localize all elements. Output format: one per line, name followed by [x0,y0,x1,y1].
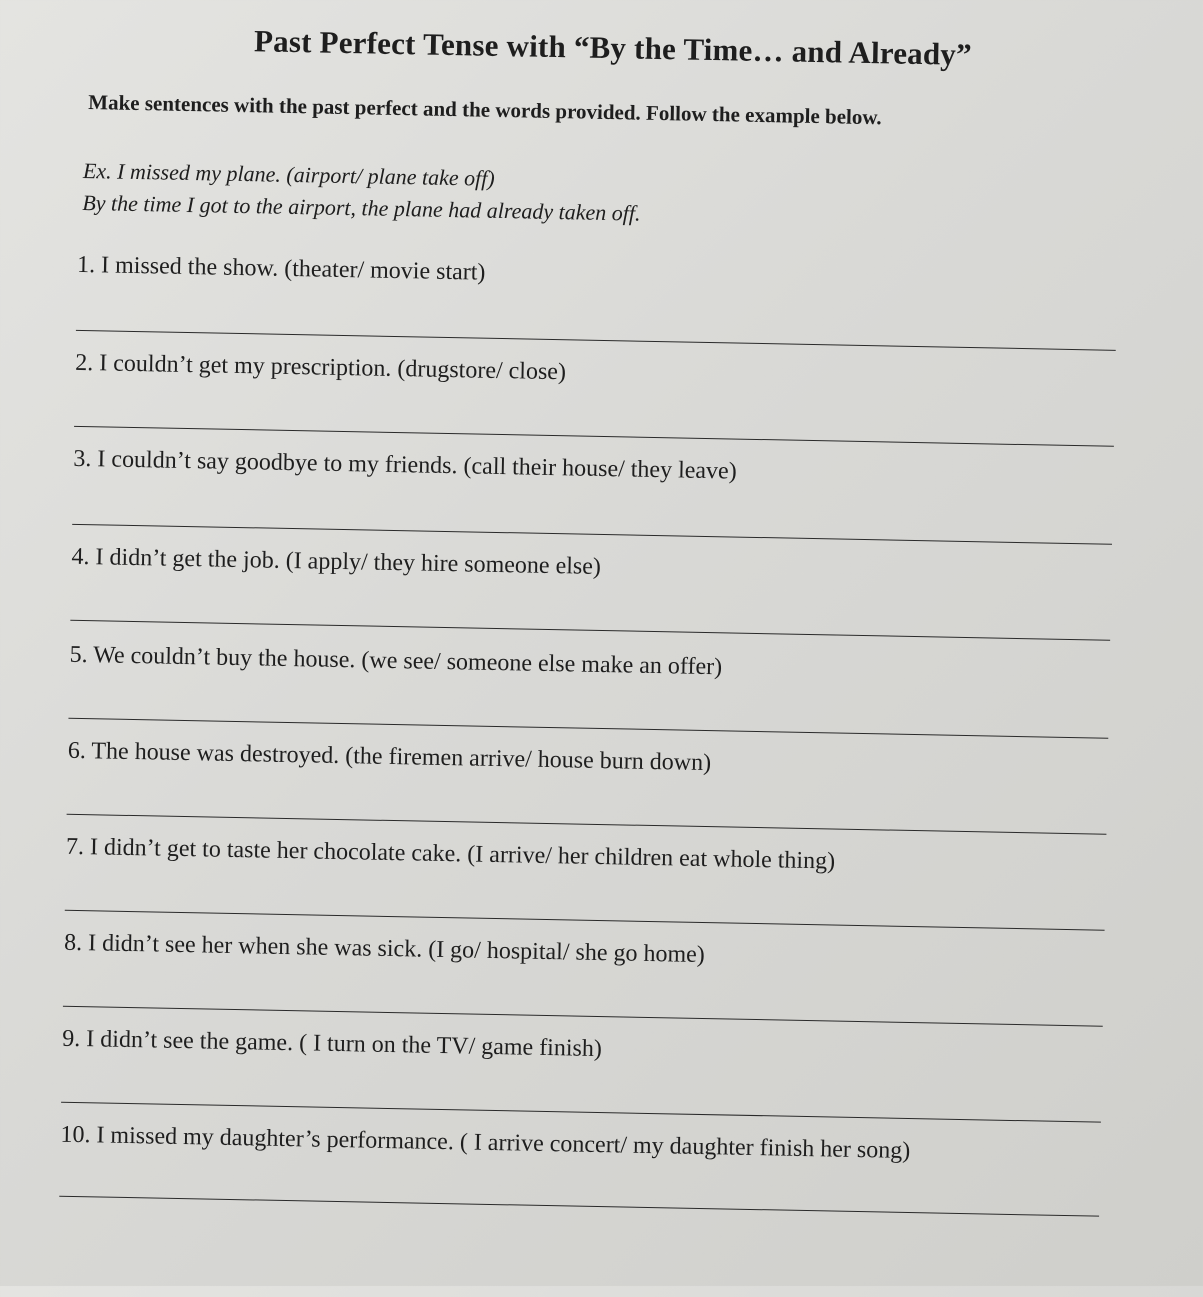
example-answer: By the time I got to the airport, the plane had already taken off. [82,189,641,226]
question-2: 2. I couldn’t get my prescription. (drugstore/ close) [75,349,567,386]
question-9: 9. I didn’t see the game. ( I turn on the TV/ game finish) [62,1025,603,1063]
answer-line-1[interactable] [76,330,1116,351]
answer-line-8[interactable] [63,1006,1103,1027]
question-8: 8. I didn’t see her when she was sick. (I go/ hospital/ she go home) [63,929,706,969]
answer-line-10[interactable] [59,1196,1099,1217]
answer-line-9[interactable] [61,1102,1101,1123]
answer-line-5[interactable] [68,718,1108,739]
question-7: 7. I didn’t get to taste her chocolate cake. (I arrive/ her children eat whole thing) [65,833,836,875]
answer-line-6[interactable] [67,814,1107,835]
answer-line-3[interactable] [72,524,1112,545]
answer-line-2[interactable] [74,426,1114,447]
example-prompt: Ex. I missed my plane. (airport/ plane take off) [82,157,495,191]
question-6: 6. The house was destroyed. (the firemen arrive/ house burn down) [67,737,712,777]
worksheet-title: Past Perfect Tense with “By the Time… and Already” [253,23,973,72]
question-10: 10. I missed my daughter’s performance. ( I arrive concert/ my daughter finish her song) [60,1121,911,1165]
answer-line-7[interactable] [65,910,1105,931]
answer-line-4[interactable] [70,620,1110,641]
instructions: Make sentences with the past perfect and the words provided. Follow the example below. [88,90,882,130]
question-5: 5. We couldn’t buy the house. (we see/ someone else make an offer) [69,641,723,681]
question-3: 3. I couldn’t say goodbye to my friends. (call their house/ they leave) [73,445,737,485]
question-1: 1. I missed the show. (theater/ movie start) [76,251,486,286]
question-4: 4. I didn’t get the job. (I apply/ they hire someone else) [71,543,602,580]
